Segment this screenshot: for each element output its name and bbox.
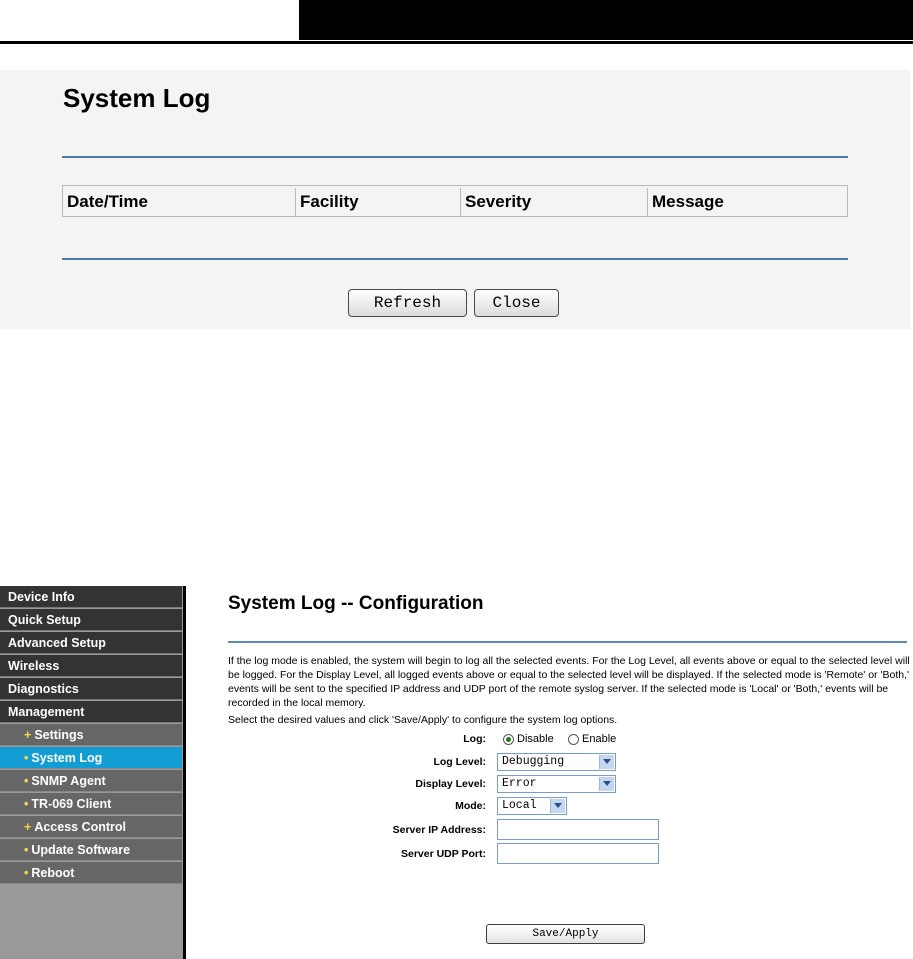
bullet-icon: •	[24, 797, 29, 811]
sidebar-item-label: Update Software	[31, 843, 131, 857]
sidebar-item-label: Diagnostics	[8, 682, 79, 696]
sidebar-item-label: System Log	[31, 751, 103, 765]
sidebar-item-tr069-client[interactable]	[0, 793, 182, 815]
expand-bullet-icon: +	[24, 728, 32, 742]
sidebar-item-label: TR-069 Client	[31, 797, 112, 811]
display-level-value: Error	[502, 777, 537, 790]
header-bar	[299, 0, 913, 40]
sidebar-divider	[183, 586, 186, 959]
bullet-icon: •	[24, 774, 29, 788]
sidebar-item-label: Advanced Setup	[8, 636, 106, 650]
chevron-down-icon	[550, 799, 565, 813]
column-header-facility: Facility	[295, 188, 460, 216]
page-title: System Log -- Configuration	[228, 593, 484, 614]
mode-label: Mode:	[455, 800, 486, 812]
chevron-down-icon	[599, 777, 614, 791]
viewer-title: System Log	[63, 83, 211, 113]
description-text: If the log mode is enabled, the system will begin to log all the selected events. For the Log Level, all events above or equal to the selected level will be logged. For the Display Level, all logged events above or equal to the selected level will be displayed. If the selected mode is 'Remote' or 'Both,' events will be sent to the specified IP address and UDP port of the remote syslog server. If the selected mode is 'Local' or 'Both,' events will be recorded in the local memory.	[228, 655, 910, 709]
sidebar-item-system-log[interactable]	[0, 747, 182, 769]
display-level-select[interactable]	[497, 775, 616, 793]
bullet-icon: •	[24, 866, 29, 880]
sidebar-item-label: Settings	[34, 728, 84, 742]
sidebar-item-wireless[interactable]	[0, 655, 182, 677]
server-ip-input[interactable]	[497, 819, 659, 840]
sidebar-nav	[0, 586, 183, 959]
viewer-bottom-rule	[62, 258, 848, 260]
column-header-severity: Severity	[460, 188, 647, 216]
log-disable-label: Disable	[517, 733, 554, 745]
mode-value: Local	[502, 799, 537, 812]
title-rule	[228, 641, 907, 643]
log-table-header	[62, 185, 848, 217]
log-enable-label: Enable	[582, 733, 617, 745]
column-header-message: Message	[647, 188, 847, 216]
sidebar-item-device-info[interactable]	[0, 586, 182, 608]
sidebar-item-access-control[interactable]	[0, 816, 182, 838]
instruction-text: Select the desired values and click 'Save/Apply' to configure the system log options.	[228, 714, 618, 726]
sidebar-item-update-software[interactable]	[0, 839, 182, 861]
bullet-icon: •	[24, 843, 29, 857]
refresh-button[interactable]: Refresh	[348, 289, 467, 317]
sidebar-item-diagnostics[interactable]	[0, 678, 182, 700]
header-rule	[0, 41, 913, 44]
sidebar-item-advanced-setup[interactable]	[0, 632, 182, 654]
viewer-top-rule	[62, 156, 848, 158]
sidebar-item-reboot[interactable]	[0, 862, 182, 884]
sidebar-item-management[interactable]	[0, 701, 182, 723]
sidebar-item-label: SNMP Agent	[31, 774, 106, 788]
expand-bullet-icon: +	[24, 820, 32, 834]
log-level-value: Debugging	[502, 755, 565, 768]
sidebar-item-label: Access Control	[34, 820, 127, 834]
sidebar-item-label: Reboot	[31, 866, 75, 880]
log-level-label: Log Level:	[433, 756, 486, 768]
log-disable-radio[interactable]	[503, 734, 514, 745]
log-level-select[interactable]	[497, 753, 616, 771]
server-udp-port-label: Server UDP Port:	[400, 848, 486, 860]
bullet-icon: •	[24, 751, 29, 765]
server-udp-port-input[interactable]	[497, 843, 659, 864]
sidebar-item-snmp-agent[interactable]	[0, 770, 182, 792]
sidebar-item-label: Device Info	[8, 590, 75, 604]
sidebar-item-label: Wireless	[8, 659, 60, 673]
sidebar-item-quick-setup[interactable]	[0, 609, 182, 631]
log-enable-radio[interactable]	[568, 734, 579, 745]
sidebar-item-label: Management	[8, 705, 85, 719]
log-label: Log:	[463, 733, 486, 745]
chevron-down-icon	[599, 755, 614, 769]
sidebar-item-label: Quick Setup	[8, 613, 81, 627]
save-apply-button[interactable]: Save/Apply	[486, 924, 645, 944]
mode-select[interactable]	[497, 797, 567, 815]
display-level-label: Display Level:	[415, 778, 486, 790]
column-header-date-time: Date/Time	[67, 192, 148, 211]
sidebar-item-settings[interactable]	[0, 724, 182, 746]
close-button[interactable]: Close	[474, 289, 559, 317]
server-ip-label: Server IP Address:	[392, 824, 486, 836]
